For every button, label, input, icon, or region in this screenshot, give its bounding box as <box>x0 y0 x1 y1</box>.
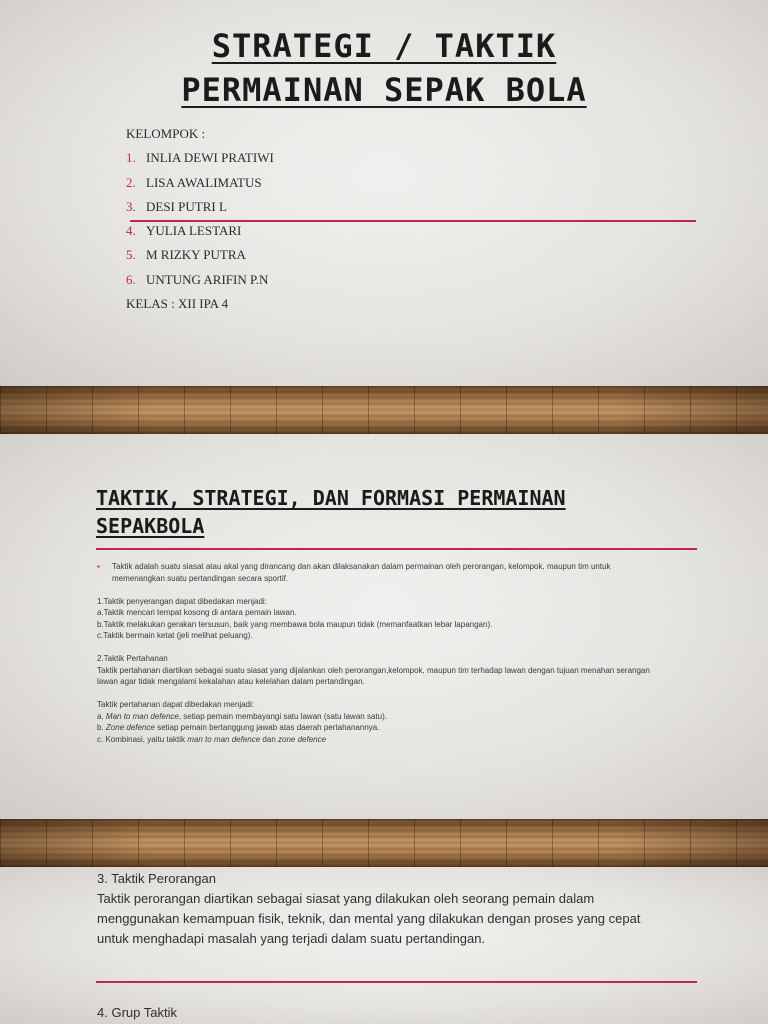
member-item <box>126 173 274 197</box>
slide-3-content <box>97 868 697 949</box>
defense-type-item <box>97 711 697 723</box>
wood-floor-divider <box>0 386 768 434</box>
wood-floor-divider <box>0 819 768 867</box>
slide-2-content <box>97 561 697 745</box>
member-number: 1. <box>126 150 136 166</box>
member-number: 2. <box>126 174 136 190</box>
definition-bullet <box>97 561 697 584</box>
member-item <box>126 197 274 221</box>
text-line: lawan agar tidak mengalami kekalahan atau kelelahan dalam pertandingan. <box>97 677 365 686</box>
text-line: untuk menghadapi masalah yang terjadi dalam suatu pertandingan. <box>97 931 486 946</box>
item-emphasis: Man to man defence <box>105 711 179 721</box>
text-line: Taktik pertahanan diartikan sebagai suatu siasat yang dijalankan oleh perorangan,kelompok, maupun tim terhadap lawan dengan tujuan menahan serangan <box>97 665 650 675</box>
item-text: setiap pemain bertanggung jawab atas daerah pertahanannya. <box>154 723 380 732</box>
member-number: 4. <box>126 223 136 239</box>
member-number: 5. <box>126 247 136 263</box>
member-name: DESI PUTRI L <box>146 198 227 214</box>
group-info <box>126 124 274 318</box>
slide-1 <box>0 0 768 386</box>
member-name: INLIA DEWI PRATIWI <box>146 150 274 166</box>
member-item <box>126 221 274 245</box>
title-line-2: PERMAINAN SEPAK BOLA <box>181 71 587 109</box>
member-item <box>126 270 274 294</box>
member-name: UNTUNG ARIFIN P.N <box>146 271 269 287</box>
item-text: dan <box>260 734 278 744</box>
member-item <box>126 148 274 172</box>
item-prefix: b. <box>97 723 106 732</box>
defense-heading: 2.Taktik Pertahanan <box>97 654 168 663</box>
item-emphasis: man to man defence <box>187 734 261 744</box>
member-name: LISA AWALIMATUS <box>146 174 262 190</box>
next-section-heading: 4. Grup Taktik <box>97 1005 177 1020</box>
class-label: KELAS : XII IPA 4 <box>126 296 229 312</box>
section-heading: 3. Taktik Perorangan <box>97 871 216 886</box>
text-line: Taktik perorangan diartikan sebagai siasat yang dilakukan oleh seorang pemain dalam <box>97 891 595 906</box>
title-line-2: SEPAKBOLA <box>96 514 205 538</box>
defense-type-item <box>97 734 697 746</box>
group-label: KELOMPOK : <box>126 126 206 141</box>
attack-item: c.Taktik bermain ketat (jeli melihat peluang). <box>97 631 253 640</box>
member-number: 6. <box>126 271 136 287</box>
member-name: M RIZKY PUTRA <box>146 247 246 263</box>
item-prefix: c. Kombinasi, yaitu taktik <box>97 734 188 744</box>
slide-2-title <box>96 484 696 540</box>
attack-item: b.Taktik melakukan gerakan tersusun, baik yang membawa bola maupun tidak (memanfaatkan lebar lapangan). <box>97 619 493 629</box>
text-line: Taktik adalah suatu siasat atau akal yang dirancang dan akan dilaksanakan dalam permainan oleh perorangan, kelompok, maupun tim untuk <box>112 562 611 571</box>
title-line-1: TAKTIK, STRATEGI, DAN FORMASI PERMAINAN <box>96 486 566 510</box>
item-text: , setiap pemain membayangi satu lawan (satu lawan satu). <box>178 711 387 721</box>
bullet-icon: ▪ <box>97 562 100 571</box>
slide-2-divider <box>96 548 697 550</box>
attack-item: a.Taktik mencari tempat kosong di antara pemain lawan. <box>97 608 297 617</box>
member-number: 3. <box>126 198 136 214</box>
text-line: memenangkan suatu pertandingan secara sportif. <box>112 573 289 583</box>
types-heading: Taktik pertahanan dapat dibedakan menjadi: <box>97 700 254 709</box>
member-item <box>126 245 274 269</box>
slide-1-title <box>100 24 668 112</box>
text-line: menggunakan kemampuan fisik, teknik, dan mental yang dilakukan dengan proses yang cepat <box>97 911 641 926</box>
title-line-1: STRATEGI / TAKTIK <box>211 27 557 65</box>
defense-type-item <box>97 722 697 734</box>
item-emphasis: zone defence <box>278 734 327 744</box>
member-name: YULIA LESTARI <box>146 223 242 239</box>
slide-3-divider <box>96 981 697 983</box>
item-emphasis: Zone defence <box>105 723 155 732</box>
item-prefix: a. <box>97 711 106 721</box>
attack-heading: 1.Taktik penyerangan dapat dibedakan menjadi: <box>97 596 267 606</box>
